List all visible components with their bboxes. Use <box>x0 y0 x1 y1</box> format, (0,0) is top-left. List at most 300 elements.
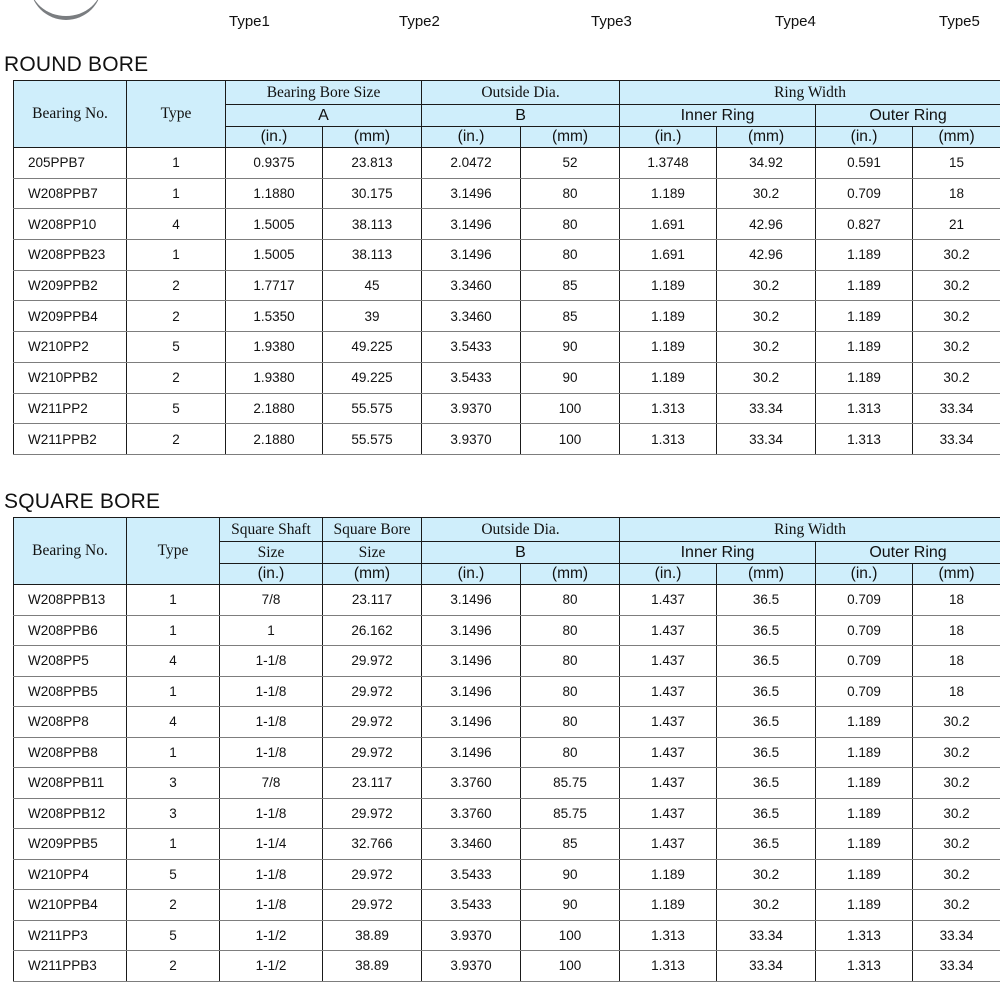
table-cell: 23.117 <box>323 585 422 616</box>
table-cell: 0.709 <box>816 585 913 616</box>
header-bore-size: Bearing Bore Size <box>226 81 422 105</box>
bearing-number-cell: W209PPB5 <box>14 829 127 860</box>
table-cell: 1.189 <box>816 737 913 768</box>
table-cell: 5 <box>127 859 220 890</box>
table-cell: 80 <box>521 209 620 240</box>
header-outer-ring: Outer Ring <box>816 542 1000 564</box>
table-cell: 55.575 <box>323 393 422 424</box>
table-cell: 1.437 <box>620 829 717 860</box>
table-cell: 80 <box>521 737 620 768</box>
table-row <box>14 209 1000 240</box>
type-label-1: Type1 <box>229 13 270 30</box>
bearing-number-cell: W208PP5 <box>14 646 127 677</box>
table-row <box>14 859 1000 890</box>
table-cell: 1.437 <box>620 585 717 616</box>
table-cell: 1.189 <box>620 178 717 209</box>
table-cell: 5 <box>127 920 220 951</box>
unit-header: (mm) <box>323 564 422 585</box>
table-cell: 36.5 <box>717 676 816 707</box>
table-cell: 1.189 <box>620 362 717 393</box>
table-cell: 29.972 <box>323 676 422 707</box>
table-cell: 1.189 <box>816 798 913 829</box>
table-cell: 1.189 <box>816 859 913 890</box>
header-od-letter: B <box>422 105 620 127</box>
table-cell: 30.2 <box>913 240 1000 271</box>
unit-header: (in.) <box>226 127 323 148</box>
table-cell: 1.189 <box>620 859 717 890</box>
bearing-number-cell: W210PP4 <box>14 859 127 890</box>
bearing-number-cell: W208PPB7 <box>14 178 127 209</box>
unit-header: (in.) <box>422 564 521 585</box>
table-cell: 1.189 <box>816 707 913 738</box>
header-outside-dia: Outside Dia. <box>422 81 620 105</box>
table-cell: 1 <box>220 615 323 646</box>
table-cell: 36.5 <box>717 829 816 860</box>
table-cell: 0.9375 <box>226 148 323 179</box>
unit-header: (mm) <box>913 564 1000 585</box>
header-square-shaft: Square Shaft <box>220 518 323 542</box>
table-cell: 30.2 <box>717 890 816 921</box>
header-inner-ring: Inner Ring <box>620 105 816 127</box>
table-cell: 85 <box>521 301 620 332</box>
table-cell: 1.189 <box>620 890 717 921</box>
table-cell: 3.1496 <box>422 707 521 738</box>
round-bore-title: ROUND BORE <box>4 53 149 76</box>
table-cell: 29.972 <box>323 707 422 738</box>
table-cell: 33.34 <box>717 393 816 424</box>
table-cell: 33.34 <box>717 951 816 982</box>
table-cell: 1.313 <box>620 393 717 424</box>
table-cell: 2 <box>127 270 226 301</box>
table-cell: 100 <box>521 424 620 455</box>
table-cell: 7/8 <box>220 585 323 616</box>
type-label-5: Type5 <box>939 13 980 30</box>
table-cell: 85.75 <box>521 798 620 829</box>
table-cell: 18 <box>913 178 1000 209</box>
table-cell: 23.813 <box>323 148 422 179</box>
table-cell: 1 <box>127 615 220 646</box>
table-cell: 3.9370 <box>422 393 521 424</box>
table-cell: 36.5 <box>717 646 816 677</box>
square-bore-title: SQUARE BORE <box>4 490 161 513</box>
table-cell: 30.2 <box>717 301 816 332</box>
bearing-number-cell: W208PP8 <box>14 707 127 738</box>
table-cell: 36.5 <box>717 737 816 768</box>
table-cell: 0.827 <box>816 209 913 240</box>
table-cell: 29.972 <box>323 737 422 768</box>
table-row <box>14 707 1000 738</box>
table-cell: 18 <box>913 585 1000 616</box>
table-cell: 90 <box>521 362 620 393</box>
table-cell: 5 <box>127 393 226 424</box>
table-cell: 1.189 <box>816 270 913 301</box>
unit-header: (in.) <box>422 127 521 148</box>
table-cell: 100 <box>521 920 620 951</box>
table-cell: 21 <box>913 209 1000 240</box>
unit-header: (in.) <box>816 127 913 148</box>
table-cell: 30.2 <box>913 301 1000 332</box>
table-row <box>14 270 1000 301</box>
table-cell: 3 <box>127 798 220 829</box>
table-cell: 36.5 <box>717 615 816 646</box>
table-cell: 85.75 <box>521 768 620 799</box>
header-bearing-no: Bearing No. <box>14 518 127 585</box>
table-cell: 1-1/8 <box>220 737 323 768</box>
table-cell: 55.575 <box>323 424 422 455</box>
table-row <box>14 148 1000 179</box>
table-cell: 33.34 <box>913 951 1000 982</box>
table-cell: 1.189 <box>816 829 913 860</box>
bearing-number-cell: W209PPB4 <box>14 301 127 332</box>
table-cell: 1.7717 <box>226 270 323 301</box>
table-cell: 30.2 <box>913 890 1000 921</box>
square-bore-table <box>13 517 1000 982</box>
table-cell: 34.92 <box>717 148 816 179</box>
table-cell: 36.5 <box>717 585 816 616</box>
table-cell: 1.189 <box>816 332 913 363</box>
table-cell: 33.34 <box>913 424 1000 455</box>
bearing-number-cell: W208PPB23 <box>14 240 127 271</box>
table-cell: 1.313 <box>816 951 913 982</box>
header-ring-width: Ring Width <box>620 81 1000 105</box>
table-cell: 30.175 <box>323 178 422 209</box>
table-cell: 0.709 <box>816 646 913 677</box>
table-cell: 80 <box>521 615 620 646</box>
table-cell: 38.89 <box>323 920 422 951</box>
table-cell: 100 <box>521 393 620 424</box>
unit-header: (in.) <box>816 564 913 585</box>
table-cell: 7/8 <box>220 768 323 799</box>
unit-header: (mm) <box>521 127 620 148</box>
table-cell: 23.117 <box>323 768 422 799</box>
table-cell: 85 <box>521 270 620 301</box>
table-cell: 1-1/8 <box>220 707 323 738</box>
table-cell: 100 <box>521 951 620 982</box>
table-cell: 2.1880 <box>226 424 323 455</box>
unit-header: (mm) <box>913 127 1000 148</box>
bearing-number-cell: W208PP10 <box>14 209 127 240</box>
round-bore-table <box>13 80 1000 455</box>
table-cell: 2.1880 <box>226 393 323 424</box>
table-cell: 1 <box>127 585 220 616</box>
table-cell: 1.9380 <box>226 362 323 393</box>
table-cell: 36.5 <box>717 707 816 738</box>
table-cell: 30.2 <box>717 332 816 363</box>
table-cell: 1.189 <box>816 362 913 393</box>
table-cell: 49.225 <box>323 362 422 393</box>
table-cell: 30.2 <box>913 270 1000 301</box>
table-cell: 1-1/2 <box>220 951 323 982</box>
table-cell: 1 <box>127 829 220 860</box>
table-cell: 1.189 <box>816 768 913 799</box>
table-cell: 1.5005 <box>226 209 323 240</box>
table-cell: 0.591 <box>816 148 913 179</box>
table-cell: 3.1496 <box>422 676 521 707</box>
table-cell: 80 <box>521 646 620 677</box>
table-cell: 36.5 <box>717 768 816 799</box>
table-cell: 1.437 <box>620 707 717 738</box>
table-row <box>14 890 1000 921</box>
table-cell: 1.5350 <box>226 301 323 332</box>
table-cell: 30.2 <box>717 362 816 393</box>
bearing-number-cell: W208PPB11 <box>14 768 127 799</box>
bearing-number-cell: W210PPB2 <box>14 362 127 393</box>
unit-header: (mm) <box>521 564 620 585</box>
table-cell: 32.766 <box>323 829 422 860</box>
bearing-number-cell: W208PPB13 <box>14 585 127 616</box>
table-cell: 3.1496 <box>422 737 521 768</box>
table-cell: 2 <box>127 301 226 332</box>
table-cell: 42.96 <box>717 240 816 271</box>
table-cell: 85 <box>521 829 620 860</box>
header-type: Type <box>127 518 220 585</box>
bearing-number-cell: W209PPB2 <box>14 270 127 301</box>
table-cell: 4 <box>127 209 226 240</box>
table-cell: 18 <box>913 615 1000 646</box>
table-row <box>14 332 1000 363</box>
table-cell: 29.972 <box>323 646 422 677</box>
table-cell: 1 <box>127 148 226 179</box>
table-row <box>14 393 1000 424</box>
table-cell: 33.34 <box>913 393 1000 424</box>
table-cell: 30.2 <box>717 270 816 301</box>
header-type: Type <box>127 81 226 148</box>
table-cell: 1.437 <box>620 676 717 707</box>
table-cell: 3.3760 <box>422 768 521 799</box>
table-cell: 80 <box>521 240 620 271</box>
table-cell: 3.5433 <box>422 890 521 921</box>
table-row <box>14 240 1000 271</box>
type-label-2: Type2 <box>399 13 440 30</box>
table-cell: 42.96 <box>717 209 816 240</box>
bearing-number-cell: W208PPB5 <box>14 676 127 707</box>
table-cell: 1.313 <box>816 393 913 424</box>
table-cell: 1.437 <box>620 615 717 646</box>
table-cell: 1.313 <box>620 951 717 982</box>
bearing-number-cell: W211PPB2 <box>14 424 127 455</box>
header-square-bore-size: Size <box>323 542 422 564</box>
table-row <box>14 737 1000 768</box>
table-cell: 3.3460 <box>422 301 521 332</box>
bearing-number-cell: W208PPB8 <box>14 737 127 768</box>
table-cell: 15 <box>913 148 1000 179</box>
table-cell: 1.1880 <box>226 178 323 209</box>
table-cell: 2.0472 <box>422 148 521 179</box>
table-cell: 90 <box>521 332 620 363</box>
table-cell: 3.5433 <box>422 362 521 393</box>
table-row <box>14 424 1000 455</box>
table-row <box>14 178 1000 209</box>
table-cell: 30.2 <box>717 178 816 209</box>
header-ring-width: Ring Width <box>620 518 1000 542</box>
table-cell: 80 <box>521 178 620 209</box>
table-cell: 1-1/2 <box>220 920 323 951</box>
table-cell: 1-1/8 <box>220 890 323 921</box>
type-label-4: Type4 <box>775 13 816 30</box>
table-cell: 80 <box>521 676 620 707</box>
table-cell: 4 <box>127 646 220 677</box>
table-row <box>14 920 1000 951</box>
table-cell: 29.972 <box>323 798 422 829</box>
table-cell: 1.437 <box>620 737 717 768</box>
table-cell: 1.313 <box>620 424 717 455</box>
header-bearing-no: Bearing No. <box>14 81 127 148</box>
table-cell: 38.113 <box>323 209 422 240</box>
table-cell: 36.5 <box>717 798 816 829</box>
table-cell: 30.2 <box>913 768 1000 799</box>
table-cell: 1.9380 <box>226 332 323 363</box>
table-cell: 1 <box>127 737 220 768</box>
table-row <box>14 301 1000 332</box>
unit-header: (in.) <box>620 564 717 585</box>
table-cell: 45 <box>323 270 422 301</box>
table-cell: 90 <box>521 859 620 890</box>
bearing-number-cell: W210PPB4 <box>14 890 127 921</box>
table-cell: 2 <box>127 362 226 393</box>
table-cell: 1 <box>127 178 226 209</box>
table-row <box>14 768 1000 799</box>
table-row <box>14 951 1000 982</box>
unit-header: (in.) <box>620 127 717 148</box>
table-row <box>14 798 1000 829</box>
table-cell: 18 <box>913 646 1000 677</box>
table-cell: 1-1/8 <box>220 646 323 677</box>
table-cell: 0.709 <box>816 676 913 707</box>
table-cell: 1.691 <box>620 209 717 240</box>
table-cell: 4 <box>127 707 220 738</box>
table-cell: 1.313 <box>816 424 913 455</box>
table-row <box>14 362 1000 393</box>
table-cell: 30.2 <box>913 332 1000 363</box>
bearing-number-cell: 205PPB7 <box>14 148 127 179</box>
table-cell: 30.2 <box>717 859 816 890</box>
table-cell: 3.3760 <box>422 798 521 829</box>
header-od-letter: B <box>422 542 620 564</box>
type-legend <box>0 0 1000 44</box>
table-row <box>14 829 1000 860</box>
table-cell: 29.972 <box>323 859 422 890</box>
table-cell: 39 <box>323 301 422 332</box>
bearing-number-cell: W211PP3 <box>14 920 127 951</box>
table-cell: 1 <box>127 240 226 271</box>
unit-header: (mm) <box>323 127 422 148</box>
header-outside-dia: Outside Dia. <box>422 518 620 542</box>
table-row <box>14 585 1000 616</box>
bearing-number-cell: W208PPB6 <box>14 615 127 646</box>
table-cell: 1.437 <box>620 768 717 799</box>
header-square-bore: Square Bore <box>323 518 422 542</box>
table-cell: 1.189 <box>620 270 717 301</box>
table-cell: 3.1496 <box>422 615 521 646</box>
table-cell: 3 <box>127 768 220 799</box>
table-cell: 3.5433 <box>422 332 521 363</box>
table-cell: 52 <box>521 148 620 179</box>
header-outer-ring: Outer Ring <box>816 105 1000 127</box>
table-cell: 49.225 <box>323 332 422 363</box>
table-cell: 30.2 <box>913 829 1000 860</box>
table-cell: 3.9370 <box>422 424 521 455</box>
table-cell: 3.3460 <box>422 270 521 301</box>
table-cell: 3.1496 <box>422 585 521 616</box>
table-cell: 33.34 <box>717 424 816 455</box>
header-inner-ring: Inner Ring <box>620 542 816 564</box>
table-cell: 30.2 <box>913 859 1000 890</box>
table-cell: 33.34 <box>913 920 1000 951</box>
bearing-number-cell: W208PPB12 <box>14 798 127 829</box>
unit-header: (mm) <box>717 127 816 148</box>
table-cell: 38.89 <box>323 951 422 982</box>
table-cell: 3.1496 <box>422 178 521 209</box>
unit-header: (in.) <box>220 564 323 585</box>
table-cell: 1.313 <box>816 920 913 951</box>
table-cell: 1.313 <box>620 920 717 951</box>
table-cell: 29.972 <box>323 890 422 921</box>
table-cell: 1.3748 <box>620 148 717 179</box>
table-cell: 3.1496 <box>422 240 521 271</box>
table-cell: 2 <box>127 951 220 982</box>
table-cell: 3.9370 <box>422 920 521 951</box>
table-cell: 38.113 <box>323 240 422 271</box>
table-cell: 1.189 <box>620 332 717 363</box>
table-cell: 0.709 <box>816 615 913 646</box>
table-cell: 33.34 <box>717 920 816 951</box>
table-cell: 30.2 <box>913 737 1000 768</box>
table-cell: 30.2 <box>913 798 1000 829</box>
table-cell: 2 <box>127 424 226 455</box>
table-cell: 18 <box>913 676 1000 707</box>
table-cell: 1.189 <box>816 240 913 271</box>
table-cell: 1.189 <box>620 301 717 332</box>
table-cell: 30.2 <box>913 362 1000 393</box>
table-cell: 1.189 <box>816 890 913 921</box>
table-row <box>14 676 1000 707</box>
table-cell: 1.437 <box>620 798 717 829</box>
table-cell: 1.437 <box>620 646 717 677</box>
table-cell: 3.9370 <box>422 951 521 982</box>
type-label-3: Type3 <box>591 13 632 30</box>
table-cell: 1 <box>127 676 220 707</box>
bearing-number-cell: W211PPB3 <box>14 951 127 982</box>
table-cell: 80 <box>521 707 620 738</box>
table-cell: 80 <box>521 585 620 616</box>
table-cell: 26.162 <box>323 615 422 646</box>
table-cell: 0.709 <box>816 178 913 209</box>
header-square-shaft-size: Size <box>220 542 323 564</box>
table-cell: 30.2 <box>913 707 1000 738</box>
bearing-number-cell: W210PP2 <box>14 332 127 363</box>
table-row <box>14 646 1000 677</box>
table-cell: 1-1/8 <box>220 676 323 707</box>
unit-header: (mm) <box>717 564 816 585</box>
table-cell: 1-1/4 <box>220 829 323 860</box>
table-cell: 3.1496 <box>422 209 521 240</box>
table-cell: 5 <box>127 332 226 363</box>
bearing-number-cell: W211PP2 <box>14 393 127 424</box>
table-cell: 90 <box>521 890 620 921</box>
table-cell: 1-1/8 <box>220 859 323 890</box>
table-cell: 1.691 <box>620 240 717 271</box>
table-cell: 3.3460 <box>422 829 521 860</box>
table-cell: 1.5005 <box>226 240 323 271</box>
header-bore-letter: A <box>226 105 422 127</box>
bearing-illustration-arc <box>30 0 102 20</box>
table-cell: 3.5433 <box>422 859 521 890</box>
table-row <box>14 615 1000 646</box>
table-cell: 1.189 <box>816 301 913 332</box>
table-cell: 3.1496 <box>422 646 521 677</box>
table-cell: 1-1/8 <box>220 798 323 829</box>
table-cell: 2 <box>127 890 220 921</box>
